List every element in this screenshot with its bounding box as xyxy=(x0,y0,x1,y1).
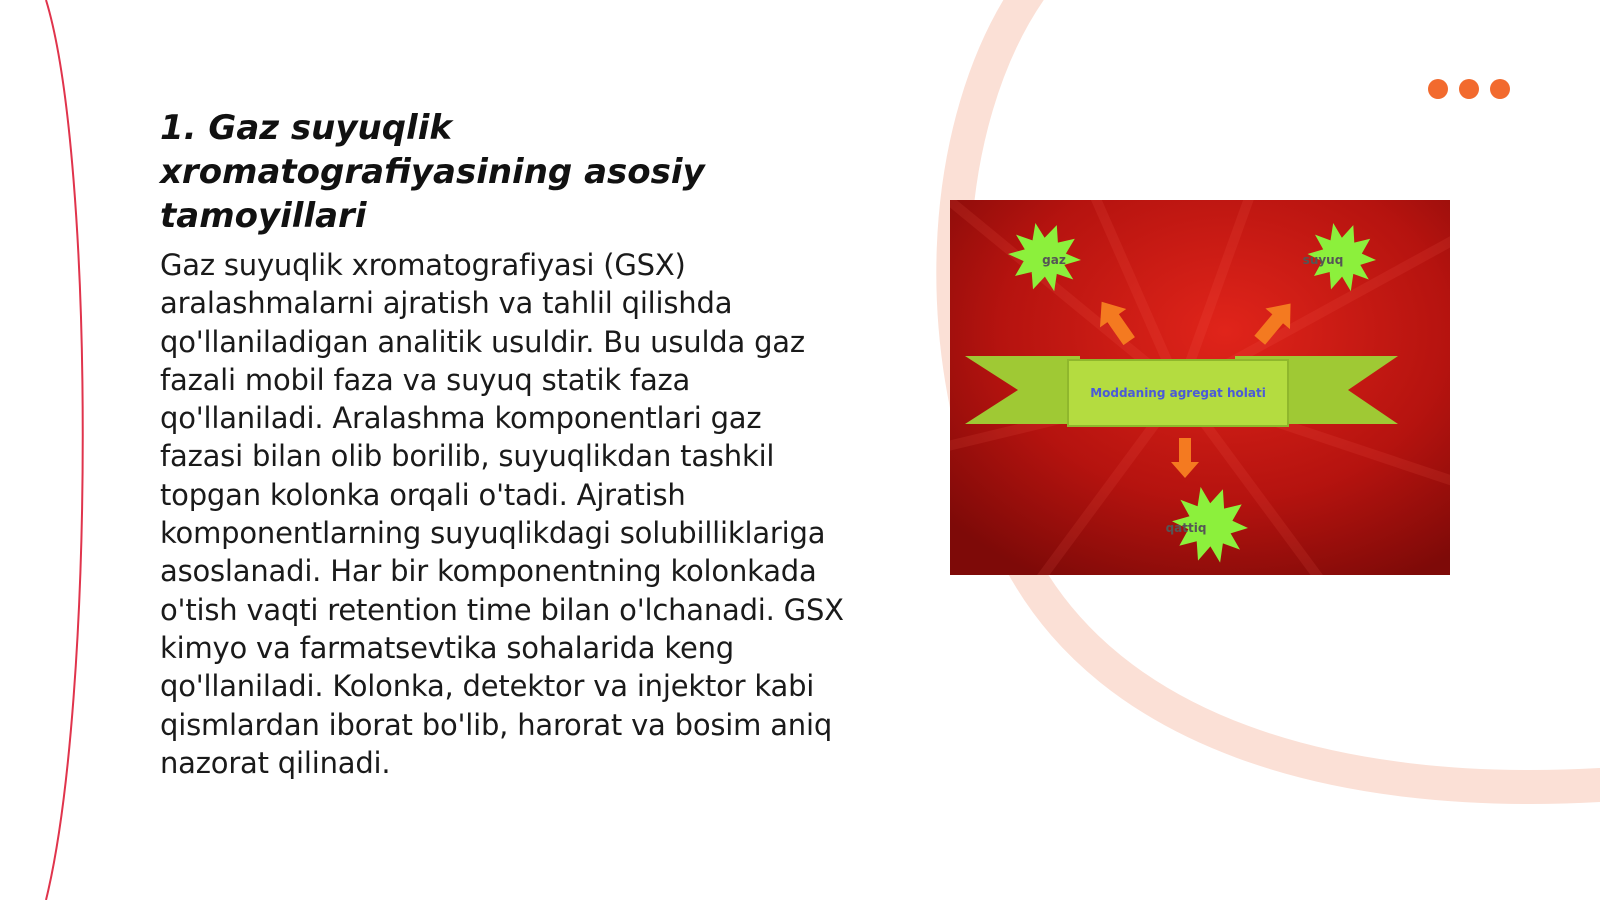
slide-body-text: Gaz suyuqlik xromatografiyasi (GSX) aralashmalarni ajratish va tahlil qilishda qo'llaniladigan analitik usuldir. Bu usulda gaz fazali mobil faza va suyuq statik faza qo'llaniladi. Aralashma komponentlari gaz fazasi bilan olib borilib, suyuqlikdan tashkil topgan kolonka orqali o'tadi. Ajratish komponentlarning suyuqlikdagi solubilliklariga asoslanadi. Har bir komponentning kolonkada o'tish vaqti retention time bilan o'lchanadi. GSX kimyo va farmatsevtika sohalarida keng qo'llaniladi. Kolonka, detektor va injektor kabi qismlardan iborat bo'lib, harorat va bosim aniq nazorat qilinadi. xyxy=(160,248,844,780)
state-label-qattiq: qattiq xyxy=(1165,521,1207,535)
dot xyxy=(1459,79,1479,99)
left-accent-line xyxy=(46,0,83,900)
more-dots-icon xyxy=(1428,79,1510,99)
dot xyxy=(1428,79,1448,99)
state-label-gaz: gaz xyxy=(1042,253,1066,267)
states-of-matter-image xyxy=(950,200,1450,575)
ribbon-label: Moddaning agregat holati xyxy=(1090,386,1266,400)
dot xyxy=(1490,79,1510,99)
slide-title: 1. Gaz suyuqlik xromatografiyasining asosiy tamoyillari xyxy=(160,108,705,236)
state-label-suyuq: suyuq xyxy=(1302,253,1344,267)
